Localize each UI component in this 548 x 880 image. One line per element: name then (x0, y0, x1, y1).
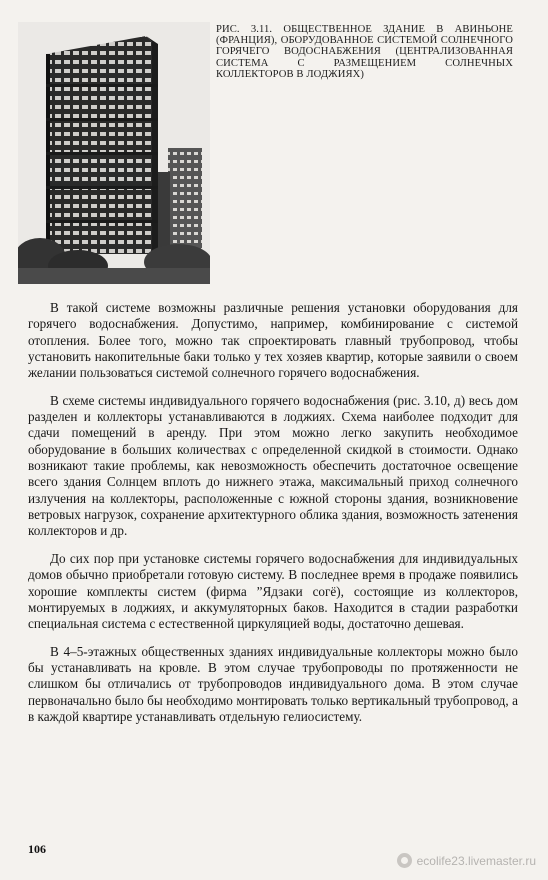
paragraph-3: До сих пор при установке системы горячего водоснабжения для индивидуальных домов обычно приобретали готовую систему. В последнее время в продаже появились хорошие комплекты систем (фирма ”Ядзаки согё), состоящие из коллекторов, монтируемых в лоджиях, и аккумуляторных баков. Находится в стадии разработки специальная система с естественной циркуляцией воды, достаточно дешевая. (28, 550, 518, 632)
paragraph-2: В схеме системы индивидуального горячего водоснабжения (рис. 3.10, д) весь дом разделен и коллекторы устанавливаются в лоджиях. Схема наиболее подходит для сдачи помещений в аренду. При этом можно легко закупить необходимое оборудование в больших количествах с определенной скидкой в стоимости. Однако возникают такие проблемы, как невозможность обеспечить достаточное освещение всего здания Солнцем вплоть до нижнего этажа, максимальный приход солнечного излучения на коллекторы, расположенные с южной стороны здания, возникновение ветровых нагрузок, сохранение архитектурного облика здания, возможность затенения коллекторов и др. (28, 392, 518, 539)
building-photo (18, 22, 210, 284)
paragraph-1: В такой системе возможны различные решения установки оборудования для горячего водоснабжения. Допустимо, например, комбинирование с системой отопления. Более того, можно так спроектировать главный трубопровод, чтобы установить накопительные баки только у тех хозяев квартир, которые заявили о своем желании пользоваться системой солнечного горячего водоснабжения. (28, 300, 518, 381)
paragraph-4: В 4–5-этажных общественных зданиях индивидуальные коллекторы можно было бы устанавливать на кровле. В этом случае трубопроводы по протяженности не слишком бы отличались от трубопроводов индивидуального дома. В этом случае первоначально было бы необходимо монтировать только вертикальный трубопровод, а в каждой квартире устанавливать отдельную гелиосистему. (28, 643, 518, 724)
watermark (397, 853, 536, 868)
building-photo-illustration (18, 22, 210, 284)
main-text (28, 300, 518, 736)
figure-caption: РИС. 3.11. ОБЩЕСТВЕННОЕ ЗДАНИЕ В АВИНЬОНЕ (ФРАНЦИЯ), ОБОРУДОВАННОЕ СИСТЕМОЙ СОЛНЕЧНОГО ГОРЯЧЕГО ВОДОСНАБЖЕНИЯ (ЦЕНТРАЛИЗОВАННАЯ СИСТЕМА С РАЗМЕЩЕНИЕМ СОЛНЕЧНЫХ КОЛЛЕКТОРОВ В ЛОДЖИЯХ) (216, 24, 513, 80)
watermark-text: ecolife23.livemaster.ru (416, 853, 536, 868)
livemaster-logo-icon (397, 853, 412, 868)
page-number: 106 (28, 842, 46, 856)
